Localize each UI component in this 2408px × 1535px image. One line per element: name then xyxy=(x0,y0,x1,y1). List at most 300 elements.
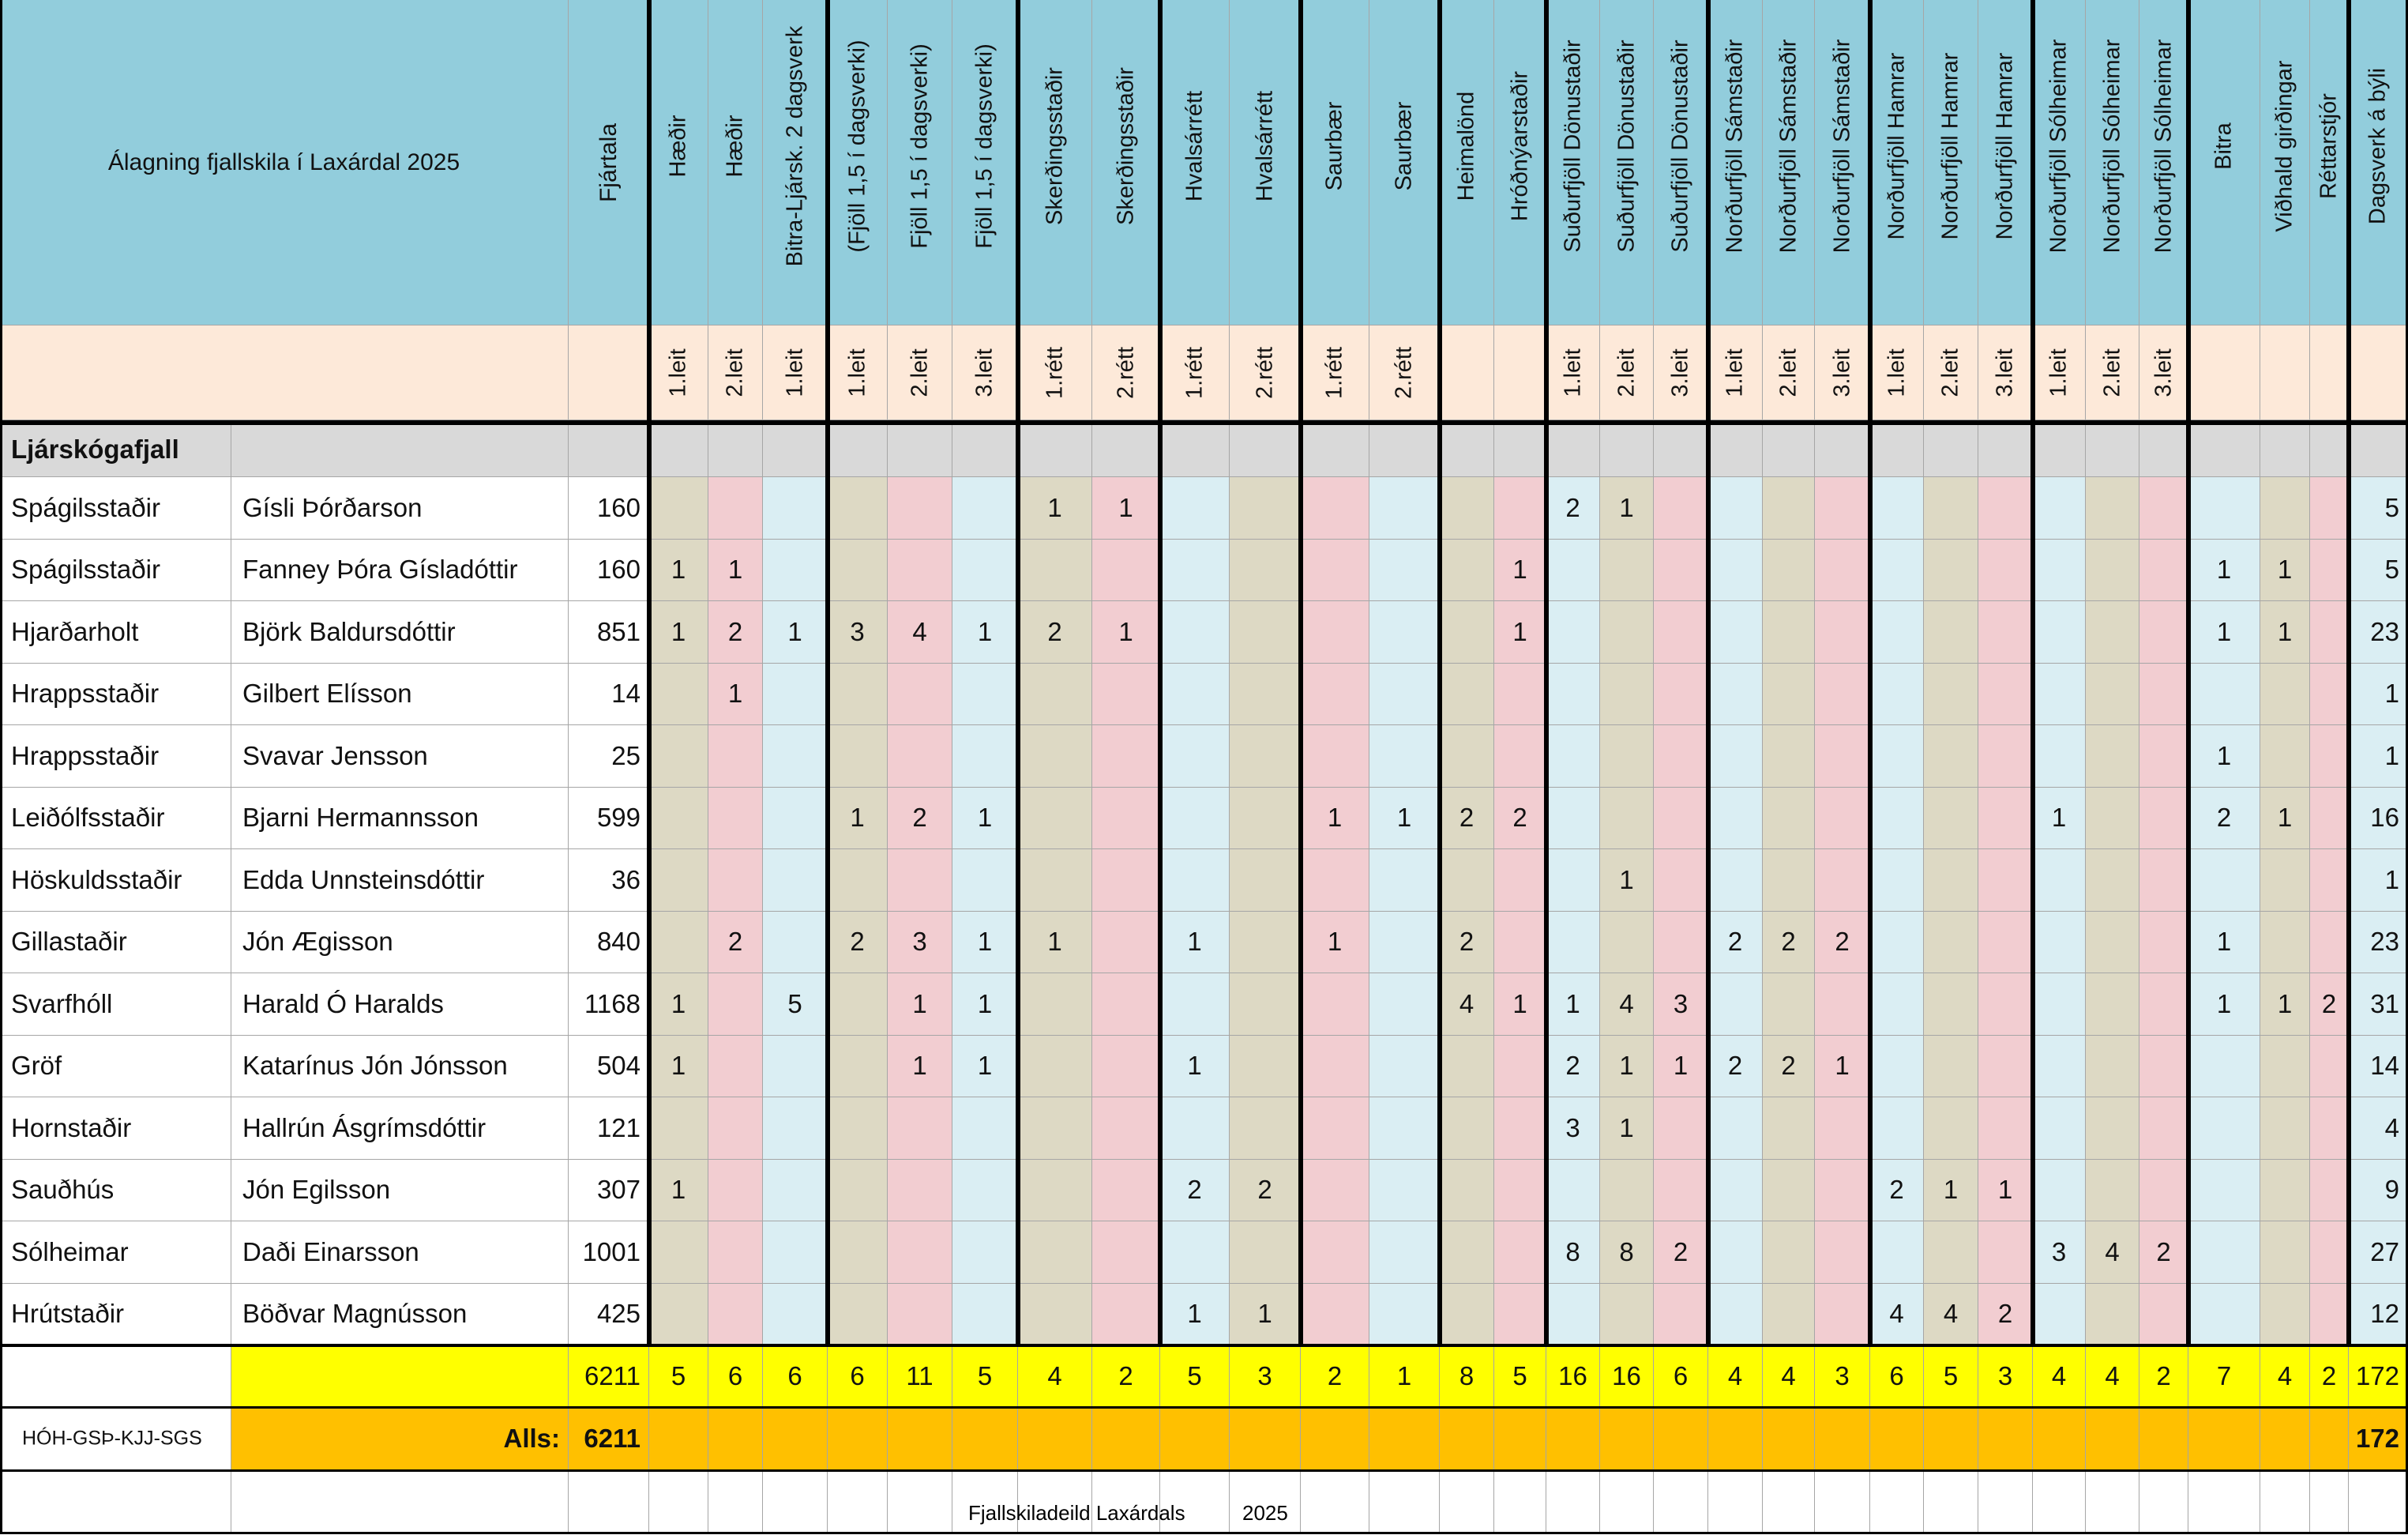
table-row-fjartala xyxy=(569,1284,649,1346)
table-cell xyxy=(828,788,888,850)
totals-value: 6 xyxy=(1673,1360,1689,1390)
table-cell xyxy=(1230,1284,1301,1346)
fjartala-value: 25 xyxy=(611,740,641,770)
cell-value: 1 xyxy=(1187,1299,1202,1329)
alls-cell xyxy=(1018,1407,1092,1470)
column-subheader xyxy=(888,325,952,420)
table-cell xyxy=(708,477,763,540)
alls-cell xyxy=(1600,1407,1654,1470)
table-cell xyxy=(2139,912,2188,974)
totals-cell xyxy=(708,1345,763,1407)
table-cell xyxy=(2139,477,2188,540)
table-cell xyxy=(1924,664,1978,726)
table-cell xyxy=(1160,1160,1230,1222)
table-cell xyxy=(1763,664,1815,726)
table-cell xyxy=(1092,601,1160,664)
table-cell xyxy=(2260,1221,2310,1284)
column-subheader xyxy=(1870,325,1924,420)
table-cell xyxy=(1815,725,1870,788)
column-header-label: Fjöll 1,5 í dagsverki) xyxy=(971,43,997,249)
totals-cell xyxy=(1870,1345,1924,1407)
column-header xyxy=(1230,0,1301,325)
table-cell xyxy=(2260,540,2310,602)
totals-fjartala: 6211 xyxy=(584,1360,641,1390)
table-cell xyxy=(2033,1221,2086,1284)
column-header-label: Suðurfjöll Dönustaðir xyxy=(1560,40,1585,253)
table-cell xyxy=(1546,973,1600,1036)
table-cell xyxy=(1160,973,1230,1036)
table-cell xyxy=(1978,1160,2033,1222)
table-cell xyxy=(1654,1221,1708,1284)
table-cell xyxy=(888,1284,952,1346)
totals-cell xyxy=(2086,1345,2139,1407)
cell-value: 2 xyxy=(1727,1051,1743,1081)
table-cell xyxy=(1654,664,1708,726)
totals-cell xyxy=(1815,1345,1870,1407)
totals-cell xyxy=(2260,1345,2310,1407)
table-row-fjartala xyxy=(569,1036,649,1098)
table-cell xyxy=(2033,1160,2086,1222)
table-cell xyxy=(1870,912,1924,974)
column-subheader xyxy=(1763,325,1815,420)
totals-cell xyxy=(1494,1345,1546,1407)
table-cell xyxy=(1924,1221,1978,1284)
table-cell xyxy=(1369,1284,1440,1346)
table-cell xyxy=(1978,1221,2033,1284)
table-cell xyxy=(2086,788,2139,850)
column-subheader xyxy=(1018,325,1092,420)
thick-vertical-rule xyxy=(1706,0,1711,1345)
cell-value: 16 xyxy=(2370,803,2399,833)
column-header-label: Suðurfjöll Dönustaðir xyxy=(1667,40,1693,253)
column-subheader-label: 2.leit xyxy=(1937,348,1963,397)
table-cell xyxy=(2188,601,2260,664)
owner-name: Katarínus Jón Jónsson xyxy=(242,1051,508,1081)
table-cell xyxy=(1230,912,1301,974)
cell-value: 2 xyxy=(2156,1236,2171,1266)
section-blank xyxy=(2260,423,2310,477)
owner-name: Jón Ægisson xyxy=(242,927,393,957)
column-header-label: (Fjöll 1,5 í dagsverki) xyxy=(844,40,870,253)
column-header-label: Suðurfjöll Dönustaðir xyxy=(1613,40,1639,253)
table-cell xyxy=(1654,973,1708,1036)
footer-blank xyxy=(2086,1470,2139,1533)
table-cell xyxy=(1018,1160,1092,1222)
fjartala-value: 14 xyxy=(611,679,641,709)
table-cell xyxy=(1369,912,1440,974)
totals-cell xyxy=(1600,1345,1654,1407)
column-header-label: Viðhald girðingar xyxy=(2271,60,2297,232)
table-cell xyxy=(708,788,763,850)
cell-value: 1 xyxy=(2384,740,2399,770)
table-cell xyxy=(1440,973,1494,1036)
cell-value: 1 xyxy=(1396,803,1412,833)
table-cell xyxy=(763,849,828,912)
column-subheader xyxy=(2260,325,2310,420)
table-cell xyxy=(952,540,1018,602)
cell-value: 3 xyxy=(1673,988,1689,1018)
cell-value: 1 xyxy=(977,1051,993,1081)
footer-blank xyxy=(1978,1470,2033,1533)
table-cell xyxy=(1301,664,1369,726)
table-cell xyxy=(2086,540,2139,602)
column-header-label: Skerðingsstaðir xyxy=(1042,67,1067,225)
table-cell xyxy=(888,849,952,912)
table-cell xyxy=(2086,477,2139,540)
table-cell xyxy=(2086,1160,2139,1222)
table-cell xyxy=(2260,973,2310,1036)
table-cell xyxy=(1708,1284,1763,1346)
cell-value: 2 xyxy=(1459,803,1474,833)
table-cell xyxy=(1160,725,1230,788)
alls-cell xyxy=(1708,1407,1763,1470)
column-header-label: Norðurfjöll Hamrar xyxy=(1884,52,1909,240)
table-cell xyxy=(1654,849,1708,912)
owner-name: Jón Egilsson xyxy=(242,1175,391,1205)
table-cell xyxy=(1092,1160,1160,1222)
table-cell xyxy=(2086,1221,2139,1284)
table-cell xyxy=(1494,1160,1546,1222)
table-cell xyxy=(1600,540,1654,602)
table-cell xyxy=(649,664,708,726)
cell-value: 1 xyxy=(977,616,993,646)
table-cell xyxy=(1763,1284,1815,1346)
table-cell xyxy=(1494,1036,1546,1098)
table-cell xyxy=(649,601,708,664)
table-cell xyxy=(1494,601,1546,664)
totals-value: 172 xyxy=(2355,1360,2399,1390)
column-subheader xyxy=(649,325,708,420)
totals-cell xyxy=(1654,1345,1708,1407)
table-cell xyxy=(1815,1036,1870,1098)
table-cell xyxy=(763,1284,828,1346)
totals-value: 16 xyxy=(1612,1360,1641,1390)
footer-blank xyxy=(2033,1470,2086,1533)
table-cell xyxy=(1369,849,1440,912)
table-cell xyxy=(1160,1097,1230,1160)
table-cell xyxy=(1708,1097,1763,1160)
table-cell xyxy=(1870,1284,1924,1346)
table-row-fjartala xyxy=(569,788,649,850)
cell-value: 1 xyxy=(671,1175,686,1205)
table-cell xyxy=(763,477,828,540)
column-header xyxy=(1978,0,2033,325)
table-cell xyxy=(1494,973,1546,1036)
alls-cell xyxy=(1924,1407,1978,1470)
table-cell xyxy=(2260,849,2310,912)
table-cell xyxy=(1654,1284,1708,1346)
cell-value: 4 xyxy=(1943,1299,1959,1329)
table-cell xyxy=(2349,540,2408,602)
thick-vertical-rule xyxy=(0,0,2,1533)
section-blank xyxy=(1494,423,1546,477)
fjartala-value: 504 xyxy=(596,1051,641,1081)
column-subheader xyxy=(2310,325,2349,420)
table-cell xyxy=(1018,1097,1092,1160)
cell-value: 1 xyxy=(2277,803,2293,833)
table-cell xyxy=(2310,477,2349,540)
totals-cell xyxy=(1978,1345,2033,1407)
column-header xyxy=(1546,0,1600,325)
cell-value: 12 xyxy=(2370,1299,2399,1329)
table-cell xyxy=(1870,788,1924,850)
table-cell xyxy=(1815,1097,1870,1160)
section-label-cell xyxy=(0,423,231,477)
totals-value: 1 xyxy=(1396,1360,1412,1390)
cell-value: 2 xyxy=(1047,616,1062,646)
table-cell xyxy=(1160,540,1230,602)
table-cell xyxy=(1763,477,1815,540)
cell-value: 2 xyxy=(912,803,927,833)
table-cell xyxy=(1546,1284,1600,1346)
cell-value: 27 xyxy=(2370,1236,2399,1266)
table-cell xyxy=(1230,788,1301,850)
column-header-label: Hæðir xyxy=(665,115,691,178)
table-cell xyxy=(1160,788,1230,850)
table-cell xyxy=(1546,540,1600,602)
cell-value: 4 xyxy=(912,616,927,646)
footer-blank xyxy=(2139,1470,2188,1533)
cell-value: 2 xyxy=(1187,1175,1202,1205)
table-cell xyxy=(1815,477,1870,540)
table-cell xyxy=(1924,1097,1978,1160)
totals-cell xyxy=(1160,1345,1230,1407)
table-cell xyxy=(2349,664,2408,726)
table-cell xyxy=(1708,1160,1763,1222)
footer-blank xyxy=(1494,1470,1546,1533)
table-row-farm xyxy=(0,725,231,788)
table-cell xyxy=(1870,1036,1924,1098)
owner-name: Böðvar Magnússon xyxy=(242,1299,468,1329)
table-cell xyxy=(1230,477,1301,540)
column-header-label: Saurbær xyxy=(1321,101,1347,191)
alls-cell xyxy=(1870,1407,1924,1470)
table-cell xyxy=(2139,1221,2188,1284)
cell-value: 9 xyxy=(2384,1175,2399,1205)
table-cell xyxy=(1708,664,1763,726)
fjartala-value: 1001 xyxy=(582,1236,641,1266)
table-cell xyxy=(952,477,1018,540)
cell-value: 14 xyxy=(2370,1051,2399,1081)
table-cell xyxy=(1600,849,1654,912)
table-cell xyxy=(828,477,888,540)
table-cell xyxy=(1018,973,1092,1036)
section-blank xyxy=(763,423,828,477)
footer-blank xyxy=(1708,1470,1763,1533)
totals-value: 6 xyxy=(850,1360,865,1390)
table-cell xyxy=(2188,1221,2260,1284)
table-cell xyxy=(888,540,952,602)
table-cell xyxy=(1708,1221,1763,1284)
alls-cell xyxy=(888,1407,952,1470)
table-cell xyxy=(888,912,952,974)
table-cell xyxy=(649,973,708,1036)
table-cell xyxy=(2086,725,2139,788)
table-cell xyxy=(1924,601,1978,664)
table-row-farm xyxy=(0,849,231,912)
table-cell xyxy=(649,849,708,912)
table-cell xyxy=(1092,849,1160,912)
totals-cell xyxy=(2188,1345,2260,1407)
thick-vertical-rule xyxy=(647,0,652,1345)
totals-cell xyxy=(1092,1345,1160,1407)
table-cell xyxy=(2139,540,2188,602)
table-cell xyxy=(1815,601,1870,664)
cell-value: 23 xyxy=(2370,927,2399,957)
column-header xyxy=(1301,0,1369,325)
column-subheader-label: 2.leit xyxy=(1775,348,1801,397)
table-cell xyxy=(1763,601,1815,664)
cell-value: 1 xyxy=(1327,803,1343,833)
table-cell xyxy=(1763,1160,1815,1222)
thick-vertical-rule xyxy=(1437,0,1442,1345)
cell-value: 1 xyxy=(727,679,743,709)
table-cell xyxy=(1924,725,1978,788)
cell-value: 5 xyxy=(2384,492,2399,522)
table-cell xyxy=(2310,1036,2349,1098)
column-subheader-label: 1.leit xyxy=(782,348,807,397)
table-cell xyxy=(1763,1097,1815,1160)
table-cell xyxy=(828,1097,888,1160)
column-subheader xyxy=(1092,325,1160,420)
table-cell xyxy=(2033,477,2086,540)
table-cell xyxy=(1369,725,1440,788)
table-cell xyxy=(2139,1284,2188,1346)
column-header xyxy=(1924,0,1978,325)
thick-horizontal-rule xyxy=(0,1469,2408,1472)
table-row-owner xyxy=(231,849,569,912)
table-cell xyxy=(1230,973,1301,1036)
table-row-owner xyxy=(231,664,569,726)
table-cell xyxy=(1870,1160,1924,1222)
table-cell xyxy=(1369,1221,1440,1284)
farm-name: Svarfhóll xyxy=(11,988,113,1018)
table-cell xyxy=(1763,1221,1815,1284)
table-row-fjartala xyxy=(569,1097,649,1160)
thick-vertical-rule xyxy=(2030,0,2035,1345)
table-cell xyxy=(1924,1160,1978,1222)
table-cell xyxy=(763,601,828,664)
totals-value: 4 xyxy=(1727,1360,1743,1390)
table-cell xyxy=(1654,601,1708,664)
table-cell xyxy=(1160,1284,1230,1346)
table-cell xyxy=(1815,912,1870,974)
totals-value: 6 xyxy=(727,1360,743,1390)
fjartala-value: 425 xyxy=(596,1299,641,1329)
table-cell xyxy=(649,788,708,850)
table-cell xyxy=(1301,725,1369,788)
column-subheader xyxy=(2033,325,2086,420)
section-blank xyxy=(1546,423,1600,477)
alls-cell xyxy=(2086,1407,2139,1470)
table-cell xyxy=(2033,973,2086,1036)
column-subheader-label: 3.leit xyxy=(1992,348,2018,397)
cell-value: 2 xyxy=(1727,927,1743,957)
totals-cell xyxy=(1301,1345,1369,1407)
table-cell xyxy=(1369,1036,1440,1098)
column-header-label: Réttarstjór xyxy=(2316,93,2342,199)
footer-blank xyxy=(2188,1470,2260,1533)
column-header-label: Norðurfjöll Sólheimar xyxy=(2151,39,2176,254)
column-header xyxy=(2188,0,2260,325)
farm-name: Gillastaðir xyxy=(11,927,127,957)
table-cell xyxy=(2188,849,2260,912)
table-row-farm xyxy=(0,540,231,602)
table-cell xyxy=(952,664,1018,726)
table-cell xyxy=(1301,601,1369,664)
cell-value: 2 xyxy=(1781,927,1796,957)
table-cell xyxy=(2188,1097,2260,1160)
table-row-farm xyxy=(0,788,231,850)
column-subheader-label: 2.rétt xyxy=(1252,346,1277,399)
table-cell xyxy=(763,1036,828,1098)
table-cell xyxy=(1092,912,1160,974)
table-cell xyxy=(649,912,708,974)
column-subheader xyxy=(763,325,828,420)
cell-value: 1 xyxy=(1512,988,1527,1018)
table-cell xyxy=(1978,601,2033,664)
table-cell xyxy=(1018,1284,1092,1346)
alls-label-cell xyxy=(231,1407,569,1470)
column-header xyxy=(1018,0,1092,325)
section-blank xyxy=(2310,423,2349,477)
table-cell xyxy=(708,725,763,788)
column-subheader xyxy=(1369,325,1440,420)
table-cell xyxy=(1600,973,1654,1036)
column-subheader xyxy=(1160,325,1230,420)
table-cell xyxy=(1092,973,1160,1036)
fjartala-value: 840 xyxy=(596,927,641,957)
cell-value: 5 xyxy=(2384,555,2399,585)
column-subheader-label: 1.leit xyxy=(1560,348,1585,397)
table-cell xyxy=(828,664,888,726)
table-cell xyxy=(1160,1036,1230,1098)
cell-value: 1 xyxy=(2384,864,2399,894)
section-blank xyxy=(828,423,888,477)
alls-cell xyxy=(1654,1407,1708,1470)
table-cell xyxy=(1230,1036,1301,1098)
table-cell xyxy=(2139,973,2188,1036)
footer xyxy=(0,1499,1343,1531)
footer-blank xyxy=(1870,1470,1924,1533)
table-cell xyxy=(708,1221,763,1284)
table-cell xyxy=(649,1097,708,1160)
table-cell xyxy=(2349,477,2408,540)
table-cell xyxy=(2310,1097,2349,1160)
footer-blank xyxy=(2310,1470,2349,1533)
table-cell xyxy=(1494,912,1546,974)
column-subheader-label: 3.leit xyxy=(971,348,997,397)
table-cell xyxy=(1924,540,1978,602)
cell-value: 3 xyxy=(2051,1236,2067,1266)
table-cell xyxy=(1440,912,1494,974)
table-cell xyxy=(2349,1284,2408,1346)
table-cell xyxy=(2139,788,2188,850)
column-header-label: Heimalönd xyxy=(1453,91,1479,201)
section-blank xyxy=(888,423,952,477)
table-cell xyxy=(1815,788,1870,850)
cell-value: 2 xyxy=(1257,1175,1272,1205)
table-cell xyxy=(1600,1036,1654,1098)
table-cell xyxy=(1870,973,1924,1036)
table-cell xyxy=(952,973,1018,1036)
section-blank xyxy=(1440,423,1494,477)
cell-value: 2 xyxy=(1565,492,1580,522)
column-header-label: Norðurfjöll Hamrar xyxy=(1937,52,1963,240)
initials: HÓH-GSÞ-KJJ-SGS xyxy=(22,1427,202,1449)
table-cell xyxy=(1160,477,1230,540)
table-cell xyxy=(1654,540,1708,602)
